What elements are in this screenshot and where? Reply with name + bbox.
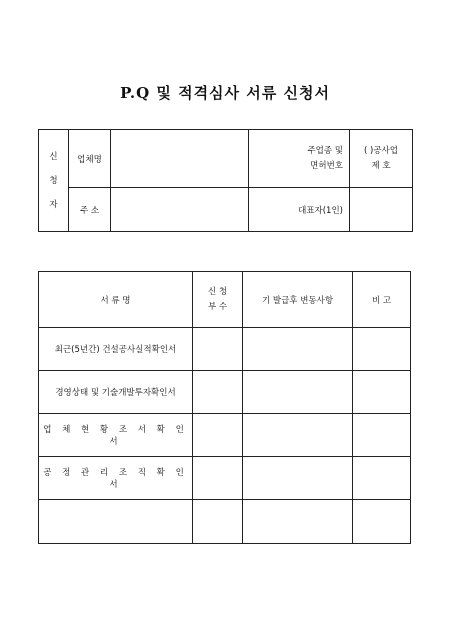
remarks-cell[interactable] [353, 500, 411, 544]
header-changes: 기 발급후 변동사항 [243, 272, 353, 328]
remarks-cell[interactable] [353, 328, 411, 371]
copies-cell[interactable] [193, 328, 243, 371]
copies-cell[interactable] [193, 457, 243, 500]
company-label: 업체명 [69, 130, 111, 188]
copies-cell[interactable] [193, 371, 243, 414]
address-field[interactable] [111, 188, 249, 232]
changes-cell[interactable] [243, 328, 353, 371]
changes-cell[interactable] [243, 414, 353, 457]
applicant-table [38, 129, 413, 232]
changes-cell[interactable] [243, 500, 353, 544]
remarks-cell[interactable] [353, 371, 411, 414]
remarks-cell[interactable] [353, 457, 411, 500]
form-title: P.Q 및 적격심사 서류 신청서 [120, 84, 330, 102]
copies-cell[interactable] [193, 500, 243, 544]
table-row [39, 500, 411, 544]
header-document-name: 서 류 명 [39, 272, 193, 328]
documents-table [38, 271, 411, 544]
header-remarks: 비 고 [353, 272, 411, 328]
document-name: 경영상태 및 기술개발투자확인서 [39, 371, 193, 414]
header-copies: 신 청 부 수 [193, 272, 243, 328]
table-row [39, 371, 411, 414]
company-field[interactable] [111, 130, 249, 188]
remarks-cell[interactable] [353, 414, 411, 457]
document-name: 업 체 현 황 조 서 확 인 서 [39, 414, 193, 457]
business-license-label: 주업종 및 면허번호 [249, 130, 350, 188]
applicant-side-label: 신 청 자 [39, 130, 69, 232]
representative-field[interactable] [350, 188, 413, 232]
representative-label: 대표자(1인) [249, 188, 350, 232]
construction-business-field[interactable]: ( )공사업 제 호 [350, 130, 413, 188]
changes-cell[interactable] [243, 457, 353, 500]
document-name: 최근(5년간) 건설공사실적확인서 [39, 328, 193, 371]
copies-cell[interactable] [193, 414, 243, 457]
table-row [39, 328, 411, 371]
document-name[interactable] [39, 500, 193, 544]
address-label: 주 소 [69, 188, 111, 232]
document-name: 공 정 관 리 조 직 확 인 서 [39, 457, 193, 500]
table-row [39, 414, 411, 457]
table-row [39, 457, 411, 500]
changes-cell[interactable] [243, 371, 353, 414]
